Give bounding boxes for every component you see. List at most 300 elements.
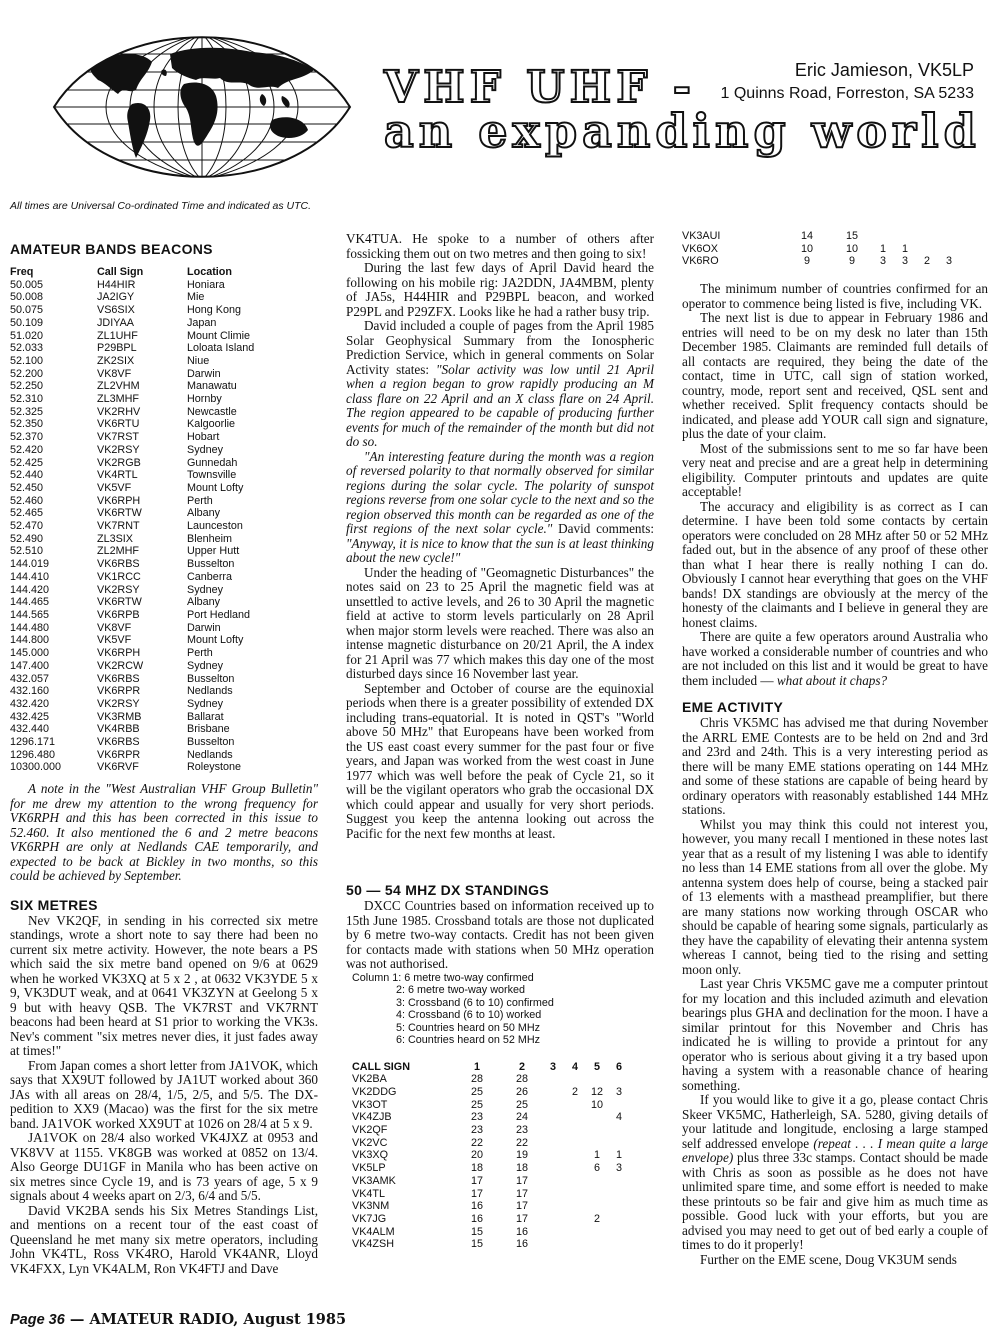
beacon-cell: 1296.171 [10,736,56,749]
beacon-cell: JDIYAA [97,316,134,329]
middle-paragraph: Under the heading of "Geomagnetic Disturbances" the notes said on 23 to 25 April the magnetic field was at unsettled to active levels, and 26 to 30 April the magnetic field at active to storm levels particularly on 28 April when major storm levels were reached. There was also an intense magnetic disturbance on 20/21 April, the A index for 21 April was 77 which makes this day one of the most disturbed days since 16 November last year. [346,564,654,681]
beacon-cell: 52.033 [10,342,44,355]
dx-cell [938,243,960,256]
dx-cell: 17 [515,1187,528,1200]
dx-cell: 25 [470,1098,483,1111]
dx-cell: 17 [515,1200,528,1213]
legend-item: 5: Countries heard on 50 MHz [396,1021,541,1034]
beacon-cell: 52.420 [10,443,44,456]
dx-col: 6 [615,1060,622,1073]
beacon-cell: Hong Kong [187,304,242,317]
footer-sep: — [64,1311,90,1328]
beacon-cell: VK5VF [97,634,132,647]
dx-cell [586,1137,608,1150]
text-span: plus three 33c stamps. Contact should be made with Chris as soon as possible as he does not have unlimited spare time, and some effort is needed to make these printouts so be fair and give him as much time as possible. Good luck with your efforts, but you are advised you may need to get out of bed early a couple of times to do it properly! [682,1150,988,1253]
beacon-cell: 432.420 [10,697,50,710]
beacon-row [10,736,254,749]
beacon-cell: 52.100 [10,354,44,367]
beacon-cell: Roleystone [187,761,242,774]
dx-row [352,1124,630,1137]
eme-paragraph: Last year Chris VK5MC gave me a computer printout for my location and this included azimuth and elevation bearings plus GHA and declination for the moon. I have a similar printout for this November and Chris has indicated he is willing to provide a printout for any operator who is serious about giving it a try based upon having a system with a reasonable chance of hearing something. [682,976,988,1093]
dx-standings-table-continued [682,230,960,268]
beacon-cell: Townsville [187,469,237,482]
beacon-cell: Nedlands [187,685,233,698]
beacon-row [10,660,254,673]
beacon-row [10,342,254,355]
beacon-cell: VK2RHV [97,405,141,418]
beacon-cell: 52.200 [10,367,44,380]
dx-cell: 1 [879,242,886,255]
dx-cell [608,1226,630,1239]
dx-cell: 18 [470,1162,483,1175]
dx-standings-intro: DXCC Countries based on information received up to 15th June 1985. Crossband totals are those not duplicated by 6 metre two-way contacts. Credit has not been given for contacts made with stations when 50 MHz operation was not authorised. [346,898,654,971]
right-paragraph [682,630,988,688]
time-note: All times are Universal Co-ordinated Time and indicated as UTC. [10,200,312,212]
columns-legend [352,972,654,1047]
beacon-row [10,355,254,368]
dx-row [682,230,960,243]
dx-cell: 17 [470,1187,483,1200]
beacon-cell: VK8VF [97,367,132,380]
dx-cell: 3 [945,255,952,268]
beacon-row [10,330,254,343]
dx-row [352,1099,630,1112]
dx-header-row [352,1061,630,1074]
dx-cell [564,1137,586,1150]
beacon-cell: H44HIR [97,278,136,291]
beacon-cell: Sydney [187,659,224,672]
dx-cell: VK3XQ [352,1149,389,1162]
beacon-cell: 432.057 [10,672,50,685]
dx-cell: 3 [901,255,908,268]
beacon-row [10,444,254,457]
beacon-row [10,380,254,393]
dx-cell: 10 [845,242,858,255]
dx-cell: 9 [803,255,810,268]
beacon-row [10,634,254,647]
beacon-cell: Sydney [187,583,224,596]
dx-cell: VK3AUI [682,230,721,242]
middle-paragraph: During the last few days of April David heard the following on his mobile rig: JA2DDN, JA4MBM, plenty of JA5s, H44HIR and P29BPL beacon, and worked P29PL and P29ZFX. Looks like he had a rather busy trip. [346,260,654,319]
magazine-name: AMATEUR RADIO, [89,1311,239,1328]
beacon-cell: VK1RCC [97,570,141,583]
dx-cell [586,1238,608,1251]
beacon-cell: VK6RPR [97,748,141,761]
beacon-cell: VK2RSY [97,443,140,456]
dx-standings-table [352,1061,630,1252]
beacon-cell: 52.490 [10,532,44,545]
dx-cell [586,1226,608,1239]
beacon-row [10,609,254,622]
beacon-cell: VK6RVF [97,761,139,774]
legend-item: Column 1: 6 metre two-way confirmed [352,971,534,984]
beacon-row [10,711,254,724]
dx-cell [608,1200,630,1213]
beacon-cell: Hornby [187,393,222,406]
beacon-cell: Perth [187,647,213,660]
author-name: Eric Jamieson, VK5LP [794,60,974,80]
eme-paragraph [682,1093,988,1253]
dx-cell [938,230,960,243]
dx-row [352,1137,630,1150]
beacon-cell: VK6RPH [97,647,141,660]
dx-col: 1 [473,1060,480,1073]
beacon-cell: Brisbane [187,723,230,736]
issue-date: August 1985 [238,1311,347,1328]
dx-cell [564,1226,586,1239]
dx-row [352,1213,630,1226]
quote-span: (repeat . . . I mean quite a large envelope) [682,1135,989,1166]
beacon-row [10,698,254,711]
dx-cell [608,1099,630,1112]
beacon-cell: 50.008 [10,291,44,304]
eme-heading: EME ACTIVITY [682,699,784,716]
beacon-cell: Darwin [187,621,221,634]
dx-cell [564,1099,586,1112]
dx-cell: 2 [593,1212,600,1225]
beacon-row [10,507,254,520]
page-number: Page 36 [10,1312,65,1328]
dx-cell [608,1238,630,1251]
dx-cell: VK2DDG [352,1085,397,1098]
dx-cell: VK4ZJB [352,1111,392,1124]
beacon-row [10,596,254,609]
beacon-cell: 50.005 [10,278,44,291]
eme-paragraph: Further on the EME scene, Doug VK3UM sends [700,1251,957,1267]
author-block [721,58,974,106]
dx-row [352,1073,630,1086]
beacon-cell: VK6RBS [97,672,140,685]
right-paragraph: The accuracy and eligibility is as correct as I can determine. I have been told some contacts by certain operators were concluded on 28 MHz after 50 or 52 MHz faded out, but in the absence of any proof of these other than what I hear there is really nothing I can do. Obviously I cannot hear everything that goes on the VHF bands! DX standings are obviously at the mercy of the honesty of the claimants and I believe in general they are honest claims. [682,498,988,630]
beacon-row [10,571,254,584]
dx-cell [872,230,894,243]
dx-col: 3 [549,1060,556,1073]
dx-cell: VK2BA [352,1073,387,1086]
dx-row [352,1226,630,1239]
beacon-cell: Launceston [187,520,243,533]
beacon-cell: 432.440 [10,723,50,736]
beacon-row [10,584,254,597]
page-footer [10,1311,346,1328]
dx-cell [564,1175,586,1188]
beacon-cell: 432.160 [10,685,50,698]
dx-cell [542,1137,564,1150]
text-span: David included a couple of pages from the April 1985 Solar Geophysical Summary from the Ionospheric Prediction Service, which in general comments on Solar Activity states: [346,318,654,377]
dx-cell [586,1200,608,1213]
beacon-cell: Nedlands [187,748,233,761]
dx-row [682,255,960,268]
beacon-cell: VS6SIX [97,304,135,317]
quote-span: "Solar activity was low until 21 April when a region began to grow rapidly producing an M class flare on 22 April and an X class flare on 24 April. The region appeared to be capable of producing further events for much of the remainder of the month but did not do so. [346,361,654,449]
text-span: David comments: [552,521,654,536]
dx-col: 2 [518,1060,525,1073]
dx-cell: 22 [515,1136,528,1149]
beacon-cell: 52.450 [10,481,44,494]
beacon-cell: VK6RTU [97,418,140,431]
beacon-cell: Japan [187,316,217,329]
middle-paragraph [346,319,654,450]
dx-cell [916,230,938,243]
beacon-cell: Busselton [187,672,235,685]
dx-cell: 28 [470,1073,483,1086]
beacon-row [10,279,254,292]
dx-cell: 15 [845,230,858,242]
dx-cell: 3 [615,1085,622,1098]
beacon-cell: Manawatu [187,380,237,393]
beacon-cell: 50.109 [10,316,44,329]
beacon-cell: Sydney [187,697,224,710]
dx-cell: VK4ZSH [352,1238,395,1251]
beacon-cell: 52.350 [10,418,44,431]
right-paragraph: Most of the submissions sent to me so far have been very neat and precise and are a great help in determining eligibility. Computer printouts and updates are quite acceptable! [682,440,988,500]
eme-paragraph: Chris VK5MC has advised me that during November the ARRL EME Contests are to be held on 2nd and 3rd and 23rd and 24th. This is a very interesting period as there will be many EME stations operating on 144 MHz and some of these stations are capable of being heard by ordinary operators with reasonably established 144 MHz stations. [682,715,988,818]
dx-cell [586,1111,608,1124]
beacon-cell: Newcastle [187,405,237,418]
beacon-row [10,533,254,546]
beacon-cell: ZK2SIX [97,354,135,367]
beacon-row [10,457,254,470]
beacons-note: A note in the "West Australian VHF Group Bulletin" for me drew my attention to the wrong frequency for VK6RPH and this has been corrected in this issue to 52.460. It also mentioned the 6 and 2 metre beacons VK6RPH are only at Nedlands CAE temporarily, and expected to be back at Bickley in two months, so this could be achieved by September. [10,781,318,884]
dx-cell: 16 [515,1225,528,1238]
dx-cell [542,1213,564,1226]
dx-cell: 4 [615,1111,622,1124]
legend-item: 3: Crossband (6 to 10) confirmed [396,996,554,1009]
dx-cell: 12 [590,1085,603,1098]
beacon-cell: VK6RPH [97,494,141,507]
dx-cell [916,243,938,256]
beacon-cell: 52.465 [10,507,44,520]
beacon-row [10,393,254,406]
beacon-cell: 144.480 [10,621,50,634]
beacon-cell: 144.800 [10,634,50,647]
beacon-cell: 50.075 [10,304,44,317]
dx-cell [608,1188,630,1201]
beacon-row [10,558,254,571]
beacon-cell: P29BPL [97,342,137,355]
beacon-cell: Busselton [187,558,235,571]
dx-cell [542,1124,564,1137]
beacon-cell: ZL3SIX [97,532,134,545]
beacon-row [10,647,254,660]
dx-cell: 17 [470,1174,483,1187]
beacon-cell: 52.310 [10,393,44,406]
beacon-row [10,545,254,558]
dx-cell: 16 [470,1200,483,1213]
dx-cell [542,1162,564,1175]
beacon-cell: 52.325 [10,405,44,418]
beacon-cell: 10300.000 [10,761,62,774]
dx-cell: VK3AMK [352,1174,396,1187]
beacon-cell: 144.420 [10,583,50,596]
dx-standings-heading: 50 — 54 MHZ DX STANDINGS [346,882,549,898]
quote-span: "An interesting feature during the month was a region of reversed polarity to that normally observed for similar regions during the solar cycle. The polarity of sunspot regions reverse from one solar cycle to the next and so the region observed this month can be regarded as one of the first regions of the next solar cycle." [346,448,654,536]
column-left [10,240,318,1276]
beacon-cell: 144.565 [10,608,50,621]
dx-cell: VK3NM [352,1200,390,1213]
beacon-cell: VK6RTW [97,596,142,609]
dx-cell [586,1175,608,1188]
beacon-cell: VK5VF [97,481,132,494]
dx-cell [894,230,916,243]
beacon-cell: 432.425 [10,710,50,723]
dx-cell: 16 [470,1212,483,1225]
dx-cell: VK4ALM [352,1225,395,1238]
beacons-heading: AMATEUR BANDS BEACONS [10,241,213,257]
dx-cell: 2 [923,255,930,268]
beacon-cell: 52.440 [10,469,44,482]
beacon-cell: ZL1UHF [97,329,138,342]
beacon-row [10,723,254,736]
dx-cell [542,1149,564,1162]
right-paragraph: The minimum number of countries confirmed for an operator to commence being listed is five, including VK. [682,281,988,311]
dx-row [682,243,960,256]
beacon-row [10,406,254,419]
dx-cell: VK7JG [352,1212,387,1225]
dx-cell [586,1073,608,1086]
eme-paragraph: Whilst you may think this could not interest you, however, you many recall I mentioned in these notes last year that as a result of my listening I was able to identify no less than 14 EME stations from all over the globe. My antenna system does help of course, being a stacked pair of 13 elements with a masthead preamplifier, but there are many stations now working through OSCAR who should be capable of hearing some signals, particularly as they have the capability of elevating their antenna system whereas I cannot, being tied to the rising and setting moon only. [682,816,988,977]
six-metres-paragraph: JA1VOK on 28/4 also worked VK4JXZ at 0953 and VK8VV at 1155. VK8GB was worked at 0852 on 13/4. Also George DU1GF in Manila who has been active on six metres since Cycle 19, and is 73 years of age, 5 x 9 signals about 4 weeks apart on 2/3, 6/4 and 5/5. [10,1130,318,1204]
beacon-row [10,469,254,482]
dx-cell: 25 [515,1098,528,1111]
beacon-cell: 52.460 [10,494,44,507]
legend-item: 2: 6 metre two-way worked [396,984,526,996]
text-span: There are quite a few operators around Australia who have worked a considerable number of countries and who are not included on this list and it would be great to have them included — [682,629,988,688]
beacon-cell: Loloata Island [187,342,255,355]
beacons-col-freq: Freq [10,266,34,278]
dx-cell [542,1099,564,1112]
dx-row [352,1188,630,1201]
dx-row [352,1111,630,1124]
dx-cell: 25 [470,1085,483,1098]
dx-cell [608,1073,630,1086]
dx-col: 5 [593,1060,600,1073]
beacon-row [10,685,254,698]
text-span: If you would like to give it a go, please contact Chris Skeer VK5MC, Hatherleigh, SA. 5280, giving details of your latitude and longitude, enclosing a large stamped self addressed envelope [682,1092,988,1151]
dx-cell: 1 [901,242,908,255]
beacon-row [10,482,254,495]
dx-cell [586,1188,608,1201]
dx-cell [564,1162,586,1175]
beacon-cell: Busselton [187,736,235,749]
dx-cell [586,1124,608,1137]
beacon-cell: Mount Lofty [187,634,244,647]
dx-cell [542,1238,564,1251]
dx-cell: 1 [593,1149,600,1162]
dx-row [352,1162,630,1175]
beacon-cell: VK2RSY [97,697,140,710]
dx-cell [608,1124,630,1137]
beacon-cell: Honiara [187,278,225,291]
beacon-cell: 52.370 [10,431,44,444]
dx-row [352,1086,630,1099]
beacon-cell: Upper Hutt [187,545,240,558]
beacon-cell: Perth [187,494,213,507]
dx-row [352,1200,630,1213]
dx-cell [608,1175,630,1188]
author-address: 1 Quinns Road, Forreston, SA 5233 [720,85,974,102]
beacon-cell: Hobart [187,431,220,444]
dx-cell [542,1111,564,1124]
dx-cell: 28 [515,1073,528,1086]
six-metres-paragraph: From Japan comes a short letter from JA1VOK, which says that XX9UT followed by JA1UT worked about 360 JAs with all areas on 28/4, 1/5, 2/5, and 5/5. The DX-pedition to XX9 (Macao) was the first for the six metre band. JA1VOK worked XX9UT at 1026 on 28/4 at 5 x 9. [10,1057,318,1131]
dx-cell: 15 [470,1238,483,1251]
beacon-row [10,622,254,635]
dx-cell: 20 [470,1149,483,1162]
dx-cell [564,1200,586,1213]
dx-cell: 23 [470,1111,483,1124]
dx-col: 4 [571,1060,578,1073]
legend-item: 6: Countries heard on 52 MHz [396,1034,541,1046]
beacon-row [10,317,254,330]
dx-cell: 22 [470,1136,483,1149]
beacon-cell: ZL2VHM [97,380,140,393]
beacon-row [10,495,254,508]
dx-cell: VK6OX [682,242,719,255]
dx-cell [564,1073,586,1086]
beacon-cell: ZL3MHF [97,393,139,406]
beacon-row [10,431,254,444]
dx-cell: 10 [800,242,813,255]
dx-cell [608,1213,630,1226]
quote-span: "Anyway, it is nice to know that the sun is at least thinking about the new cycle!" [346,535,654,565]
beacon-cell: Sydney [187,443,224,456]
beacon-cell: Albany [187,507,221,520]
middle-paragraph [346,450,654,566]
beacon-row [10,761,254,774]
dx-cell [564,1213,586,1226]
middle-paragraph: September and October of course are the equinoxial periods when there is a greater possibility of extended DX including trans-equatorial. It is noted in QST's "World above 50 MHz" that Europeans have been worked from the US east coast every summer for the past four or five years, and Japan was worked from the west coast in June 1977 which was well before the peak of Cycle 21, so it will be the vigilant operators who grab the occasional DX which could appear and usually for very short periods. Suggest you keep the antenna looking out across the Pacific for the next few months at least. [346,680,654,841]
beacon-cell: VK4RBB [97,723,140,736]
beacon-cell: VK6RBS [97,736,140,749]
six-metres-paragraph: Nev VK2QF, in sending in his corrected six metre standings, wrote a short note to say there had been no current six metre activity. However, the note bears a PS which said the six metre band opened on 9/6 at 0629 when he worked VK3XQ at 5 x 2 , at 0632 VK3YDE 5 x 9, VK3DUT weak, and at 0641 VK3ZYN at Geelong 5 x 9 but with heavy QSB. The VK7RST and VK7RNT beacons had been heard at S1 prior to working the VK3s. Nev's comment "six metres never dies, it just fades away at times!" [10,912,318,1059]
dx-cell: 24 [515,1111,528,1124]
dx-cell: VK3OT [352,1098,388,1111]
dx-cell [564,1188,586,1201]
dx-cell [542,1226,564,1239]
beacon-cell: Mie [187,291,205,304]
dx-cell: 1 [615,1149,622,1162]
column-middle [346,232,654,1251]
dx-cell: VK6RO [682,255,719,268]
beacon-cell: VK3RMB [97,710,142,723]
legend-item: 4: Crossband (6 to 10) worked [396,1009,542,1021]
beacon-cell: VK6RPR [97,685,141,698]
beacons-table [10,266,254,774]
headline-line-2: an expanding world [384,104,981,158]
beacon-cell: Niue [187,354,210,367]
dx-row [352,1238,630,1251]
beacon-row [10,749,254,762]
beacon-cell: VK2RCW [97,659,144,672]
dx-cell: VK4TL [352,1187,386,1200]
beacon-row [10,304,254,317]
beacon-cell: 52.510 [10,545,44,558]
beacon-cell: 144.410 [10,570,50,583]
dx-cell [564,1149,586,1162]
beacon-cell: Canberra [187,570,233,583]
dx-cell: 23 [515,1124,528,1137]
beacons-col-location: Location [187,266,232,278]
beacon-cell: Port Hedland [187,608,251,621]
dx-cell: VK2VC [352,1136,388,1149]
dx-cell [542,1188,564,1201]
dx-cell [542,1086,564,1099]
dx-row [352,1175,630,1188]
beacon-row [10,673,254,686]
beacon-cell: 52.425 [10,456,44,469]
dx-cell: 17 [515,1174,528,1187]
dx-cell [542,1200,564,1213]
